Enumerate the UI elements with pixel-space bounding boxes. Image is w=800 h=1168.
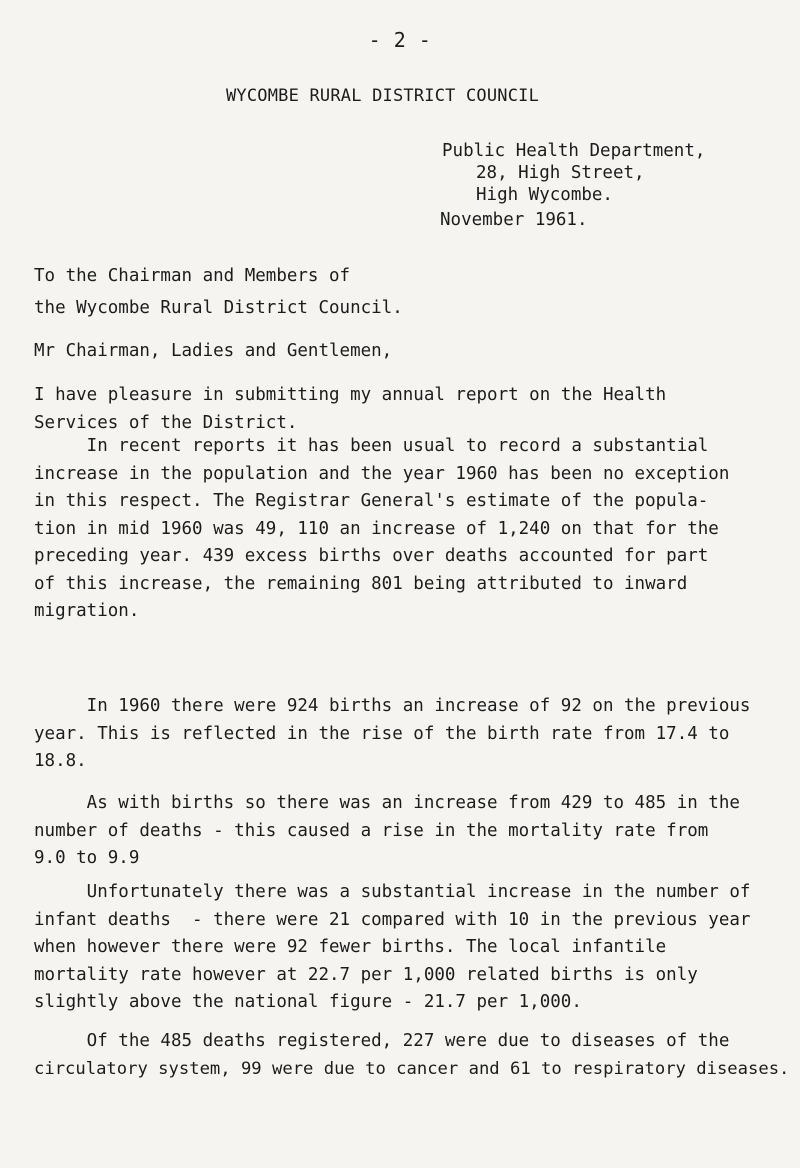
sender-address (442, 140, 705, 206)
paragraph-line: Of the 485 deaths registered, 227 were due to diseases of the (34, 1031, 730, 1051)
paragraph-causes-of-death (34, 1028, 790, 1083)
address-line-street: 28, High Street, (476, 163, 645, 183)
paragraph-line: when however there were 92 fewer births. The local infantile (34, 937, 667, 957)
paragraph-line: preceding year. 439 excess births over deaths accounted for part (34, 546, 709, 566)
address-line-town: High Wycombe. (476, 185, 613, 205)
addressee-line: To the Chairman and Members of (34, 266, 351, 286)
paragraph-line: As with births so there was an increase from 429 to 485 in the (34, 793, 740, 813)
address-line-department: Public Health Department, (442, 141, 706, 161)
paragraph-line: tion in mid 1960 was 49, 110 an increase of 1,240 on that for the (34, 518, 719, 539)
paragraph-line: In recent reports it has been usual to record a substantial (34, 436, 709, 456)
paragraph-line: increase in the population and the year 1960 has been no exception (34, 463, 730, 484)
paragraph-infant-deaths (34, 879, 774, 1017)
addressee-block (34, 260, 403, 324)
paragraph-line: I have pleasure in submitting my annual report on the Health (34, 385, 667, 405)
paragraph-line: circulatory system, 99 were due to cancer and 61 to respiratory diseases. (34, 1058, 790, 1079)
paragraph-line: 18.8. (34, 751, 87, 771)
salutation: Mr Chairman, Ladies and Gentlemen, (34, 341, 393, 361)
paragraph-population (34, 433, 774, 626)
page-number: - 2 - (368, 28, 432, 52)
addressee-line: the Wycombe Rural District Council. (34, 298, 403, 318)
paragraph-line: of this increase, the remaining 801 being attributed to inward (34, 573, 688, 594)
paragraph-line: In 1960 there were 924 births an increase of 92 on the previous (34, 696, 751, 716)
paragraph-line: slightly above the national figure - 21.7 per 1,000. (34, 992, 582, 1012)
paragraph-births (34, 693, 774, 776)
paragraph-line: year. This is reflected in the rise of the birth rate from 17.4 to (34, 723, 730, 744)
paragraph-line: 9.0 to 9.9 (34, 848, 140, 868)
letter-date: November 1961. (440, 210, 588, 230)
paragraph-line: Unfortunately there was a substantial increase in the number of (34, 882, 751, 902)
paragraph-line: infant deaths - there were 21 compared with 10 in the previous year (34, 909, 751, 930)
paragraph-deaths (34, 790, 774, 873)
paragraph-line: Services of the District. (34, 412, 298, 433)
paragraph-line: mortality rate however at 22.7 per 1,000 related births is only (34, 964, 698, 985)
council-title: WYCOMBE RURAL DISTRICT COUNCIL (226, 86, 540, 106)
paragraph-line: in this respect. The Registrar General's estimate of the popula- (34, 491, 709, 511)
paragraph-line: number of deaths - this caused a rise in the mortality rate from (34, 820, 709, 841)
paragraph-line: migration. (34, 601, 140, 621)
paragraph-intro (34, 382, 774, 437)
